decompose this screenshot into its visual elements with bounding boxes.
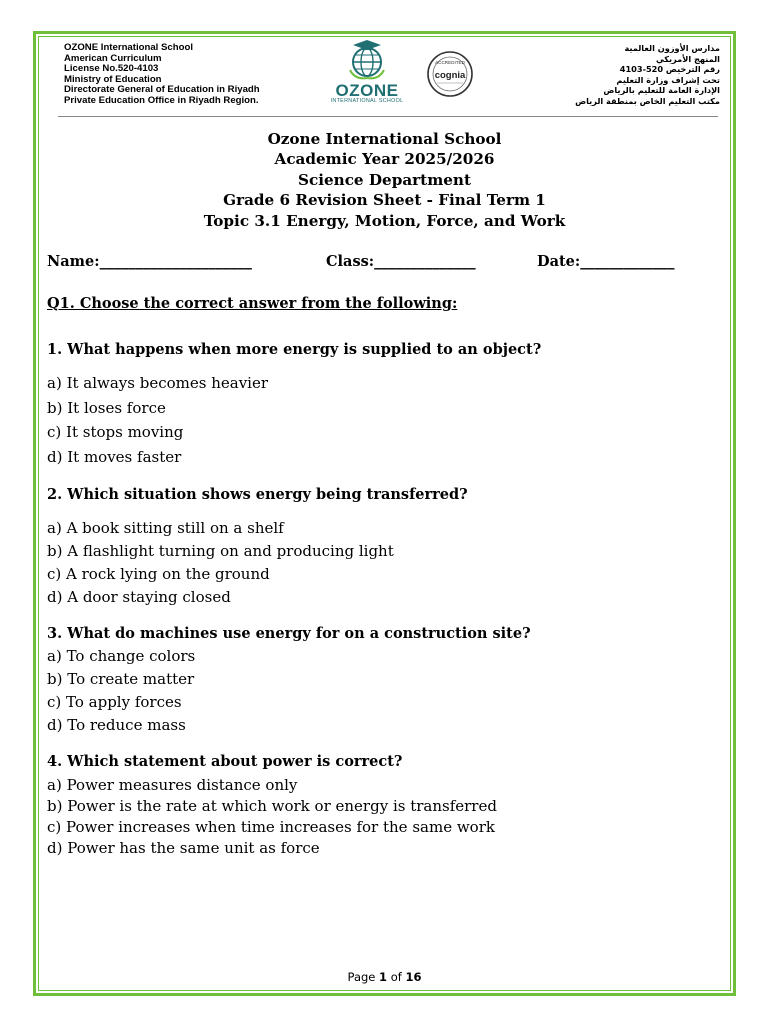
header-right-line: مكتب التعليم الخاص بمنطقة الرياض	[575, 95, 720, 106]
question-2-option-c: c) A rock lying on the ground	[47, 565, 270, 583]
question-2-option-d: d) A door staying closed	[47, 588, 231, 606]
name-field[interactable]: Name:_____________________	[47, 253, 252, 270]
footer-page-number: 1	[379, 970, 388, 984]
accreditation-seal-icon	[415, 50, 485, 98]
question-3: 3. What do machines use energy for on a construction site?	[47, 625, 531, 642]
question-1-option-c: c) It stops moving	[47, 423, 184, 441]
question-1: 1. What happens when more energy is supplied to an object?	[47, 341, 542, 358]
header-right-block	[575, 43, 720, 107]
header-left-line: Directorate General of Education in Riyadh	[64, 84, 260, 96]
question-3-option-d: d) To reduce mass	[47, 716, 186, 734]
question-1-option-d: d) It moves faster	[47, 448, 182, 466]
question-4-option-c: c) Power increases when time increases for the same work	[47, 818, 495, 836]
question-2-option-a: a) A book sitting still on a shelf	[47, 519, 284, 537]
question-1-option-b: b) It loses force	[47, 399, 166, 417]
header-right-line: تحت إشراف وزارة التعليم	[616, 74, 720, 85]
question-4-option-d: d) Power has the same unit as force	[47, 839, 320, 857]
header-left-line: American Curriculum	[64, 52, 162, 64]
header-left-line: OZONE International School	[64, 42, 193, 53]
header-right-line: المنهج الأمريكي	[655, 53, 720, 64]
date-field[interactable]: Date:_____________	[537, 253, 675, 270]
title-line: Academic Year 2025/2026	[274, 150, 495, 169]
ozone-logo	[325, 40, 409, 106]
section-heading: Q1. Choose the correct answer from the following:	[47, 295, 458, 312]
title-line: Ozone International School	[267, 130, 502, 148]
title-line: Topic 3.1 Energy, Motion, Force, and Work	[203, 211, 566, 230]
footer-page-word: Page	[347, 970, 376, 984]
header-right-line: مدارس الأوزون العالمية	[624, 43, 720, 53]
header-left-line: Private Education Office in Riyadh Region.	[64, 94, 259, 106]
header-left-block	[64, 43, 260, 107]
footer-of-word: of	[390, 970, 402, 984]
question-2: 2. Which situation shows energy being transferred?	[47, 486, 468, 503]
logo-subtitle: INTERNATIONAL SCHOOL	[330, 98, 404, 104]
document-title-block	[38, 129, 731, 231]
question-3-option-b: b) To create matter	[47, 670, 195, 688]
title-line: Science Department	[298, 170, 471, 189]
page-footer	[38, 970, 731, 984]
class-field[interactable]: Class:______________	[326, 253, 476, 270]
question-1-option-a: a) It always becomes heavier	[47, 374, 269, 392]
seal-name-text: cognia	[434, 70, 466, 81]
title-line: Grade 6 Revision Sheet - Final Term 1	[223, 191, 546, 210]
question-3-option-a: a) To change colors	[47, 647, 196, 665]
header-left-line: Ministry of Education	[64, 73, 162, 85]
header-right-line: الإدارة العامة للتعليم بالرياض	[603, 85, 720, 96]
header-left-line: License No.520-4103	[64, 63, 159, 75]
question-3-option-c: c) To apply forces	[47, 693, 182, 711]
question-4: 4. Which statement about power is correct?	[47, 753, 403, 770]
question-4-option-b: b) Power is the rate at which work or energy is transferred	[47, 797, 497, 815]
question-2-option-b: b) A flashlight turning on and producing light	[47, 542, 394, 560]
cognia-accreditation-seal	[415, 50, 485, 98]
header-right-line: رقم الترخيص 520-4103	[619, 64, 720, 75]
logo-name: OZONE	[335, 81, 399, 100]
footer-page-total: 16	[405, 970, 422, 984]
seal-top-text: ACCREDITED	[435, 60, 465, 65]
question-4-option-a: a) Power measures distance only	[47, 776, 298, 794]
header-divider	[58, 116, 718, 117]
